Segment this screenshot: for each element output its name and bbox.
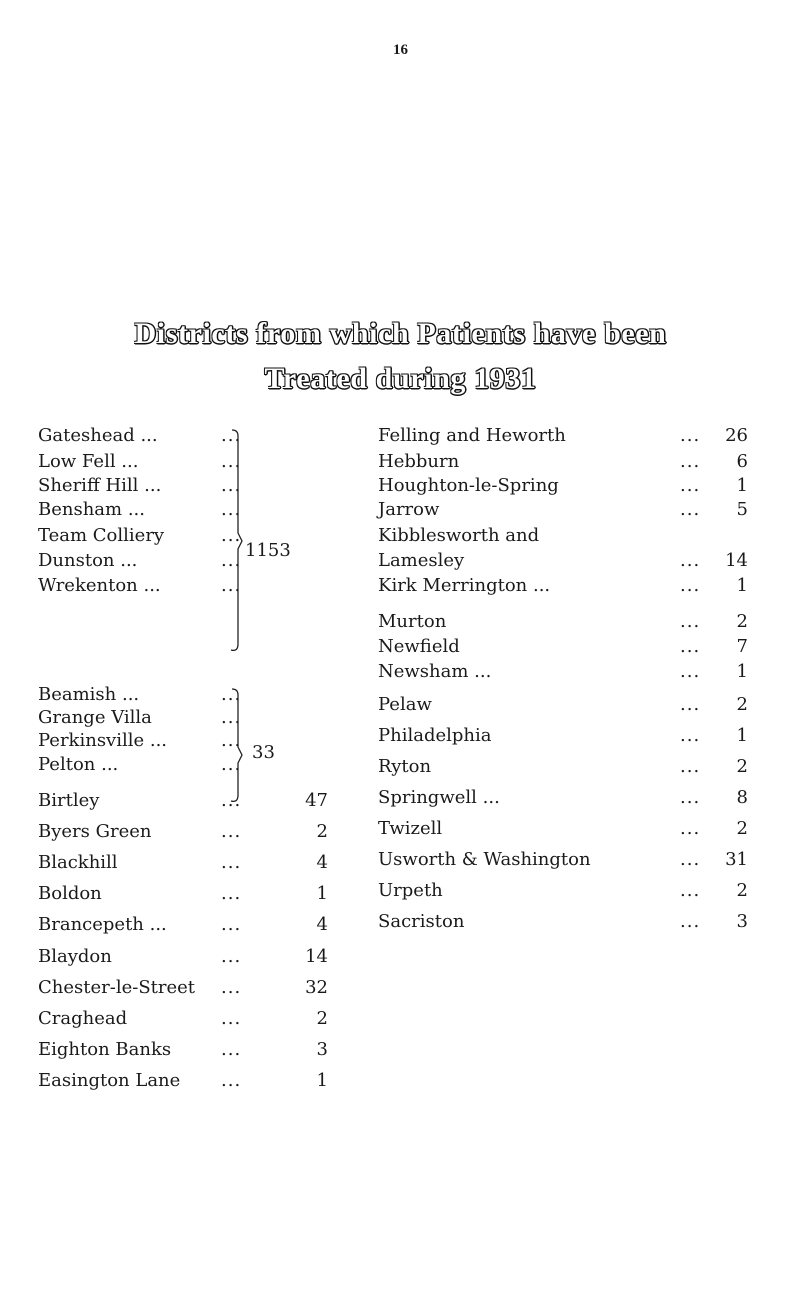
district-count: 2 bbox=[736, 694, 748, 715]
leader-dots: ... bbox=[221, 499, 242, 520]
district-count: 3 bbox=[316, 1038, 328, 1060]
district-count: 2 bbox=[736, 818, 748, 839]
district-name: Ryton bbox=[378, 756, 432, 777]
leader-dots: ... bbox=[221, 550, 242, 571]
district-count: 4 bbox=[316, 914, 328, 936]
leader-dots: ... bbox=[221, 754, 242, 775]
leader-dots: ... bbox=[221, 945, 242, 967]
district-name: Team Colliery bbox=[38, 525, 165, 546]
district-count: 8 bbox=[736, 787, 748, 808]
leader-dots: ... bbox=[221, 914, 242, 936]
leader-dots: ... bbox=[221, 425, 242, 446]
leader-dots: ... bbox=[680, 475, 701, 496]
leader-dots: ... bbox=[221, 976, 242, 998]
district-name: Felling and Heworth bbox=[378, 425, 566, 446]
district-name: Boldon bbox=[38, 883, 102, 905]
district-name: Grange Villa bbox=[38, 707, 152, 728]
page-subtitle: Treated during 1931 bbox=[264, 362, 537, 395]
leader-dots: ... bbox=[680, 550, 701, 571]
district-name: Jarrow bbox=[378, 499, 440, 520]
district-name: Newsham ... bbox=[378, 661, 492, 682]
leader-dots: ... bbox=[221, 707, 242, 728]
leader-dots: ... bbox=[221, 730, 242, 751]
district-count: 31 bbox=[725, 849, 748, 870]
district-name: Springwell ... bbox=[378, 787, 500, 808]
district-count: 2 bbox=[736, 611, 748, 632]
leader-dots: ... bbox=[221, 1038, 242, 1060]
district-name: Eighton Banks bbox=[38, 1038, 172, 1060]
district-count: 2 bbox=[316, 821, 328, 843]
leader-dots: ... bbox=[680, 911, 701, 932]
leader-dots: ... bbox=[680, 787, 701, 808]
district-name: Newfield bbox=[378, 636, 460, 657]
district-count: 4 bbox=[316, 852, 328, 874]
district-count: 2 bbox=[736, 880, 748, 901]
district-count: 26 bbox=[725, 425, 748, 446]
district-count: 2 bbox=[316, 1007, 328, 1029]
district-name: Byers Green bbox=[38, 821, 152, 843]
district-count: 1 bbox=[736, 661, 748, 682]
district-name: Murton bbox=[378, 611, 447, 632]
leader-dots: ... bbox=[221, 475, 242, 496]
leader-dots: ... bbox=[221, 575, 242, 596]
group-brace-2 bbox=[228, 685, 244, 805]
district-name: Usworth & Washington bbox=[378, 849, 591, 870]
leader-dots: ... bbox=[680, 611, 701, 632]
district-count: 2 bbox=[736, 756, 748, 777]
leader-dots: ... bbox=[221, 451, 242, 472]
page-title: Districts from which Patients have been bbox=[134, 317, 667, 350]
district-name: Birtley bbox=[38, 790, 100, 811]
leader-dots: ... bbox=[221, 883, 242, 905]
leader-dots: ... bbox=[680, 756, 701, 777]
district-count: 3 bbox=[736, 911, 748, 932]
leader-dots: ... bbox=[221, 1007, 242, 1029]
leader-dots: ... bbox=[221, 821, 242, 843]
district-name: Sacriston bbox=[378, 911, 465, 932]
district-count: 32 bbox=[305, 976, 328, 998]
district-name: Urpeth bbox=[378, 880, 443, 901]
leader-dots: ... bbox=[221, 852, 242, 874]
district-name: Blaydon bbox=[38, 945, 112, 967]
district-name: Philadelphia bbox=[378, 725, 492, 746]
leader-dots: ... bbox=[680, 849, 701, 870]
district-name: Brancepeth ... bbox=[38, 914, 167, 936]
leader-dots: ... bbox=[680, 575, 701, 596]
page-number: 16 bbox=[393, 42, 408, 58]
district-name: Pelaw bbox=[378, 694, 432, 715]
district-name: Blackhill bbox=[38, 852, 118, 874]
district-name: Bensham ... bbox=[38, 499, 145, 520]
district-count: 7 bbox=[736, 636, 748, 657]
district-count: 14 bbox=[725, 550, 748, 571]
district-name: Easington Lane bbox=[38, 1069, 181, 1091]
district-count: 1 bbox=[736, 475, 748, 496]
district-name: Chester-le-Street bbox=[38, 976, 196, 998]
leader-dots: ... bbox=[221, 684, 242, 705]
leader-dots: ... bbox=[680, 880, 701, 901]
district-name: Twizell bbox=[378, 818, 443, 839]
leader-dots: ... bbox=[680, 451, 701, 472]
district-count: 1 bbox=[316, 883, 328, 905]
leader-dots: ... bbox=[680, 499, 701, 520]
leader-dots: ... bbox=[680, 818, 701, 839]
district-count: 1 bbox=[736, 575, 748, 596]
district-name: Wrekenton ... bbox=[38, 575, 161, 596]
district-name: Low Fell ... bbox=[38, 451, 139, 472]
district-count: 1 bbox=[316, 1069, 328, 1091]
district-name: Kirk Merrington ... bbox=[378, 575, 551, 596]
leader-dots: ... bbox=[680, 636, 701, 657]
district-name: Kibblesworth and bbox=[378, 525, 540, 546]
leader-dots: ... bbox=[680, 725, 701, 746]
district-name: Perkinsville ... bbox=[38, 730, 168, 751]
district-name: Craghead bbox=[38, 1007, 128, 1029]
group-total-1: 1153 bbox=[245, 540, 291, 561]
district-count: 5 bbox=[736, 499, 748, 520]
leader-dots: ... bbox=[221, 1069, 242, 1091]
leader-dots: ... bbox=[221, 525, 242, 546]
district-name: Pelton ... bbox=[38, 754, 119, 775]
district-name: Beamish ... bbox=[38, 684, 140, 705]
district-count: 6 bbox=[736, 451, 748, 472]
district-name: Dunston ... bbox=[38, 550, 138, 571]
leader-dots: ... bbox=[680, 425, 701, 446]
group-total-2: 33 bbox=[252, 742, 275, 763]
district-name: Sheriff Hill ... bbox=[38, 475, 162, 496]
district-count: 47 bbox=[305, 790, 328, 811]
leader-dots: ... bbox=[680, 694, 701, 715]
group-brace-1 bbox=[228, 426, 244, 656]
district-name: Gateshead ... bbox=[38, 425, 158, 446]
district-name: Lamesley bbox=[378, 550, 465, 571]
leader-dots: ... bbox=[221, 790, 242, 811]
district-count: 1 bbox=[736, 725, 748, 746]
leader-dots: ... bbox=[680, 661, 701, 682]
district-name: Hebburn bbox=[378, 451, 460, 472]
district-count: 14 bbox=[305, 945, 328, 967]
district-name: Houghton-le-Spring bbox=[378, 475, 559, 496]
